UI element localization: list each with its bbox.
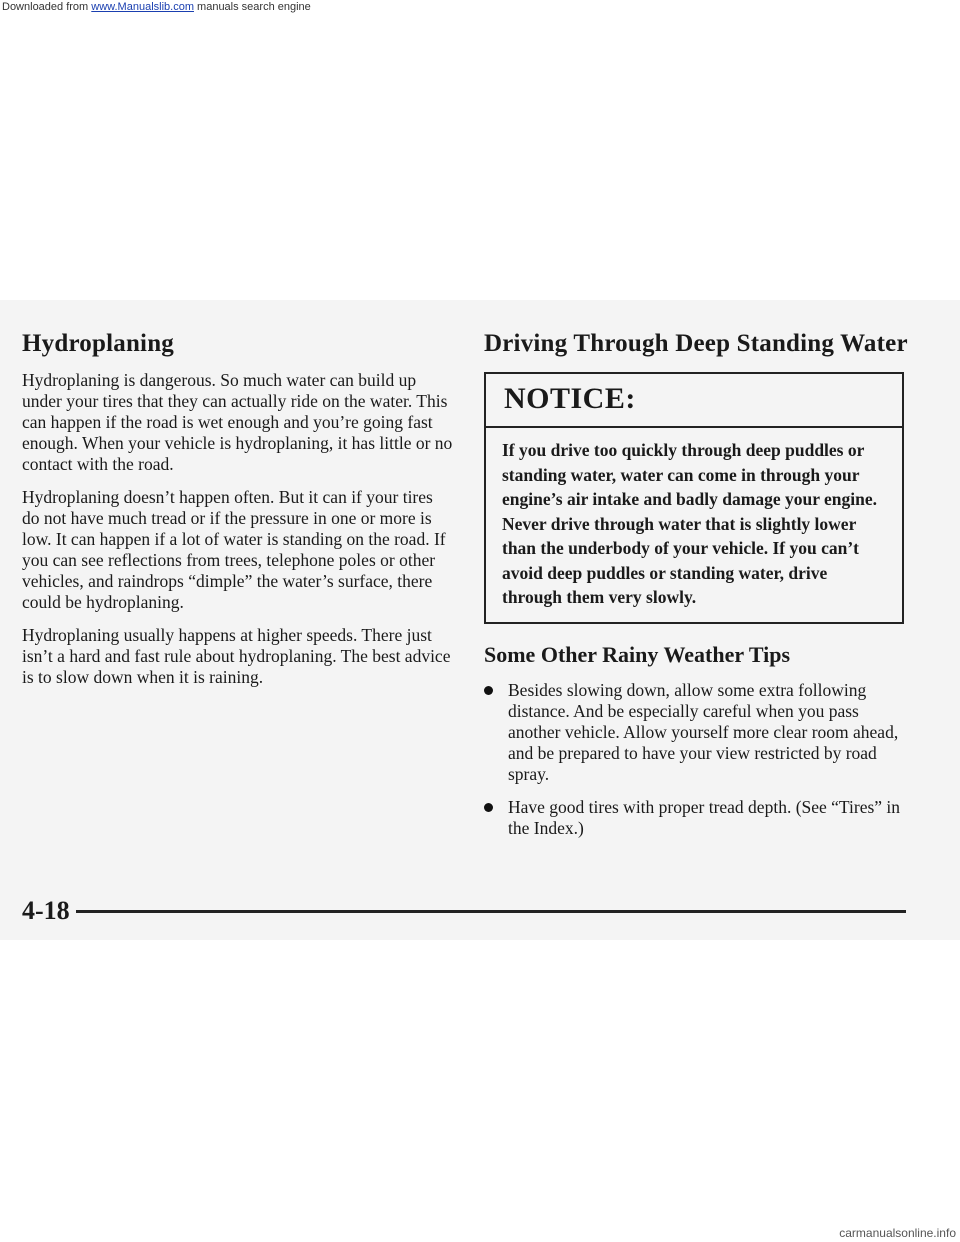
list-item xyxy=(484,680,908,785)
paragraph: Hydroplaning is dangerous. So much water can build up under your tires that they can actually ride on the water. This can happen if the road is wet enough and you’re going fast enough. When your vehicle is hydroplaning, it has little or no contact with the road. xyxy=(22,370,453,474)
tip-text: Have good tires with proper tread depth. (See “Tires” in the Index.) xyxy=(508,796,901,838)
page-number: 4-18 xyxy=(22,896,70,925)
paragraph: Hydroplaning usually happens at higher speeds. There just isn’t a hard and fast rule about hydroplaning. The best advice is to slow down when it is raining. xyxy=(22,625,451,687)
tip-text: Besides slowing down, allow some extra following distance. And be especially careful when you pass another vehicle. Allow yourself more clear room ahead, and be prepared to have your view restricted by road spray. xyxy=(508,679,899,784)
notice-box xyxy=(484,372,904,624)
banner-prefix: Downloaded from xyxy=(2,1,92,13)
rainy-tips-heading: Some Other Rainy Weather Tips xyxy=(484,641,791,667)
right-column xyxy=(484,330,908,851)
left-column xyxy=(22,330,454,700)
bullet-icon xyxy=(484,803,493,812)
banner-suffix: manuals search engine xyxy=(193,1,311,13)
hydroplaning-heading: Hydroplaning xyxy=(22,330,174,357)
watermark-text: carmanualsonline.info xyxy=(839,1226,956,1240)
paragraph: Hydroplaning doesn’t happen often. But it can if your tires do not have much tread or if the pressure in one or more is low. It can happen if a lot of water is standing on the road. If you can see reflections from trees, telephone poles or other vehicles, and raindrops “dimple” the water’s surface, there could be hydroplaning. xyxy=(22,487,446,612)
notice-title: NOTICE: xyxy=(486,374,902,428)
tips-list xyxy=(484,680,908,839)
manualslib-link[interactable]: www.Manualslib.com xyxy=(91,1,194,13)
bullet-icon xyxy=(484,686,493,695)
deep-water-heading: Driving Through Deep Standing Water xyxy=(484,330,908,357)
footer-divider xyxy=(76,910,906,913)
list-item xyxy=(484,797,908,839)
download-banner xyxy=(0,0,960,16)
notice-text: If you drive too quickly through deep puddles or standing water, water can come in through your engine’s air intake and badly damage your engine. Never drive through water that is slightly lower than the underbody of your vehicle. If you can’t avoid deep puddles or standing water, drive through them very slowly. xyxy=(502,440,878,607)
